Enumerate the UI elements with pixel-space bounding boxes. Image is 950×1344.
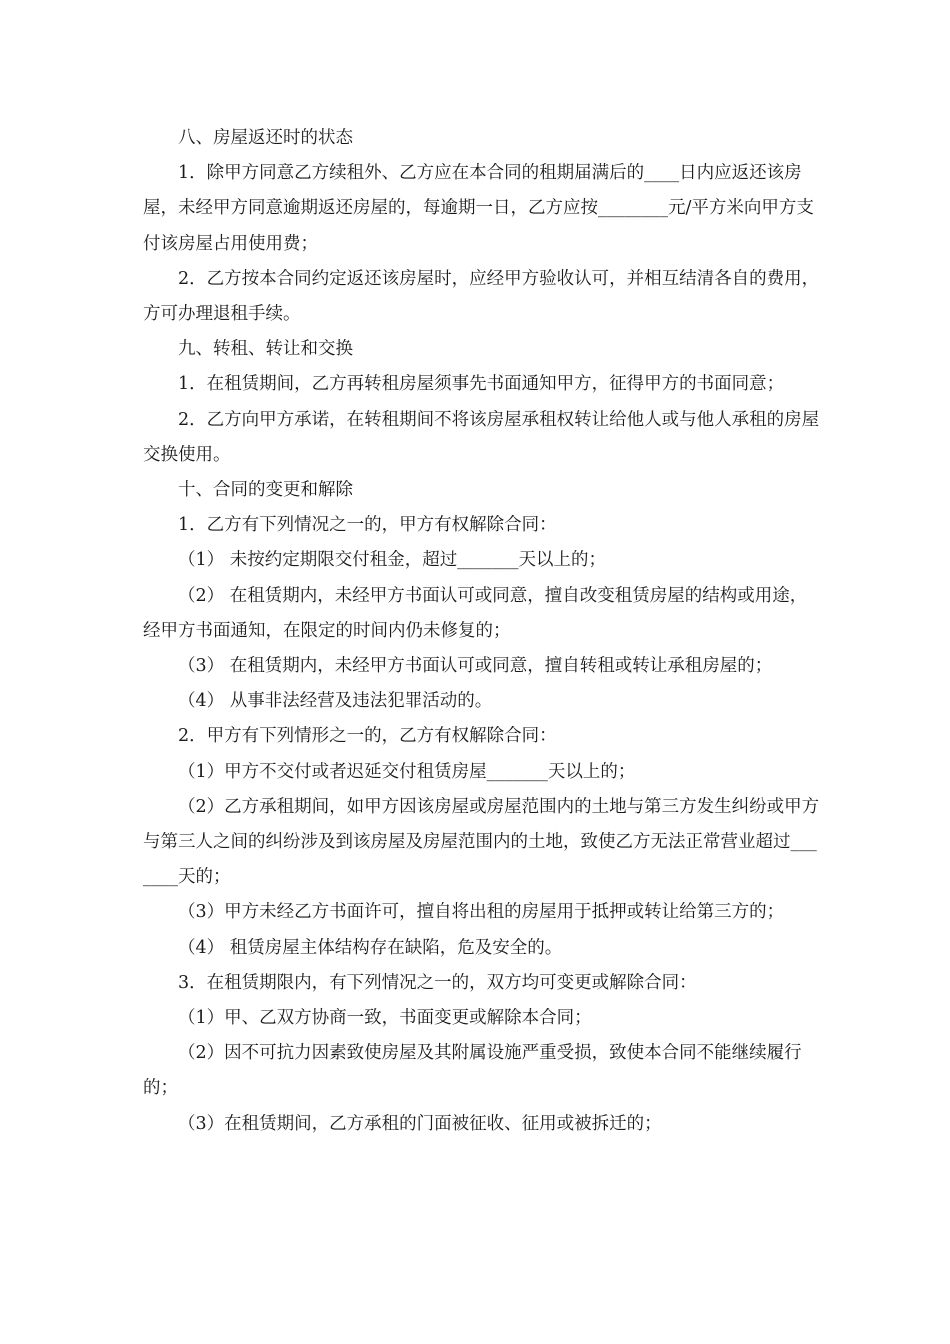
paragraph: 2．乙方按本合同约定返还该房屋时，应经甲方验收认可，并相互结清各自的费用，方可办理退租手续。 xyxy=(143,268,820,325)
list-item: （3）在租赁期间，乙方承租的门面被征收、征用或被拆迁的； xyxy=(178,1113,662,1134)
list-item: （3） 在租赁期内，未经甲方书面认可或同意，擅自转租或转让承租房屋的； xyxy=(178,656,773,677)
section-heading-10: 十、合同的变更和解除 xyxy=(178,480,353,501)
list-item: （4） 租赁房屋主体结构存在缺陷，危及安全的。 xyxy=(178,937,563,958)
list-item: （2）因不可抗力因素致使房屋及其附属设施严重受损，致使本合同不能继续履行的； xyxy=(143,1043,802,1099)
paragraph: 1．在租赁期间，乙方再转租房屋须事先书面通知甲方，征得甲方的书面同意； xyxy=(178,374,785,395)
paragraph: 3．在租赁期限内，有下列情况之一的，双方均可变更或解除合同： xyxy=(178,972,697,993)
list-item: （2） 在租赁期内，未经甲方书面认可或同意，擅自改变租赁房屋的结构或用途，经甲方书面通知，在限定的时间内仍未修复的； xyxy=(143,585,808,641)
paragraph: 1．除甲方同意乙方续租外、乙方应在本合同的租期届满后的____日内应返还该房屋，未经甲方同意逾期返还房屋的，每逾期一日，乙方应按________元/平方米向甲方支付该房屋占用使用费； xyxy=(143,163,814,254)
list-item: （2）乙方承租期间，如甲方因该房屋或房屋范围内的土地与第三方发生纠纷或甲方与第三人之间的纠纷涉及到该房屋及房屋范围内的土地，致使乙方无法正常营业超过_______天的； xyxy=(143,796,820,888)
paragraph: 1．乙方有下列情况之一的，甲方有权解除合同： xyxy=(178,515,557,536)
list-item: （1）甲方不交付或者迟延交付租赁房屋_______天以上的； xyxy=(178,761,636,782)
section-heading-9: 九、转租、转让和交换 xyxy=(178,339,353,360)
paragraph: 2．乙方向甲方承诺，在转租期间不将该房屋承租权转让给他人或与他人承租的房屋交换使用。 xyxy=(143,409,820,465)
list-item: （3）甲方未经乙方书面许可，擅自将出租的房屋用于抵押或转让给第三方的； xyxy=(178,902,785,923)
list-item: （1）甲、乙双方协商一致，书面变更或解除本合同； xyxy=(178,1008,592,1029)
section-heading-8: 八、房屋返还时的状态 xyxy=(178,128,353,148)
list-item: （1） 未按约定期限交付租金，超过_______天以上的； xyxy=(178,550,606,571)
paragraph: 2．甲方有下列情形之一的，乙方有权解除合同： xyxy=(178,726,557,747)
list-item: （4） 从事非法经营及违法犯罪活动的。 xyxy=(178,691,493,712)
